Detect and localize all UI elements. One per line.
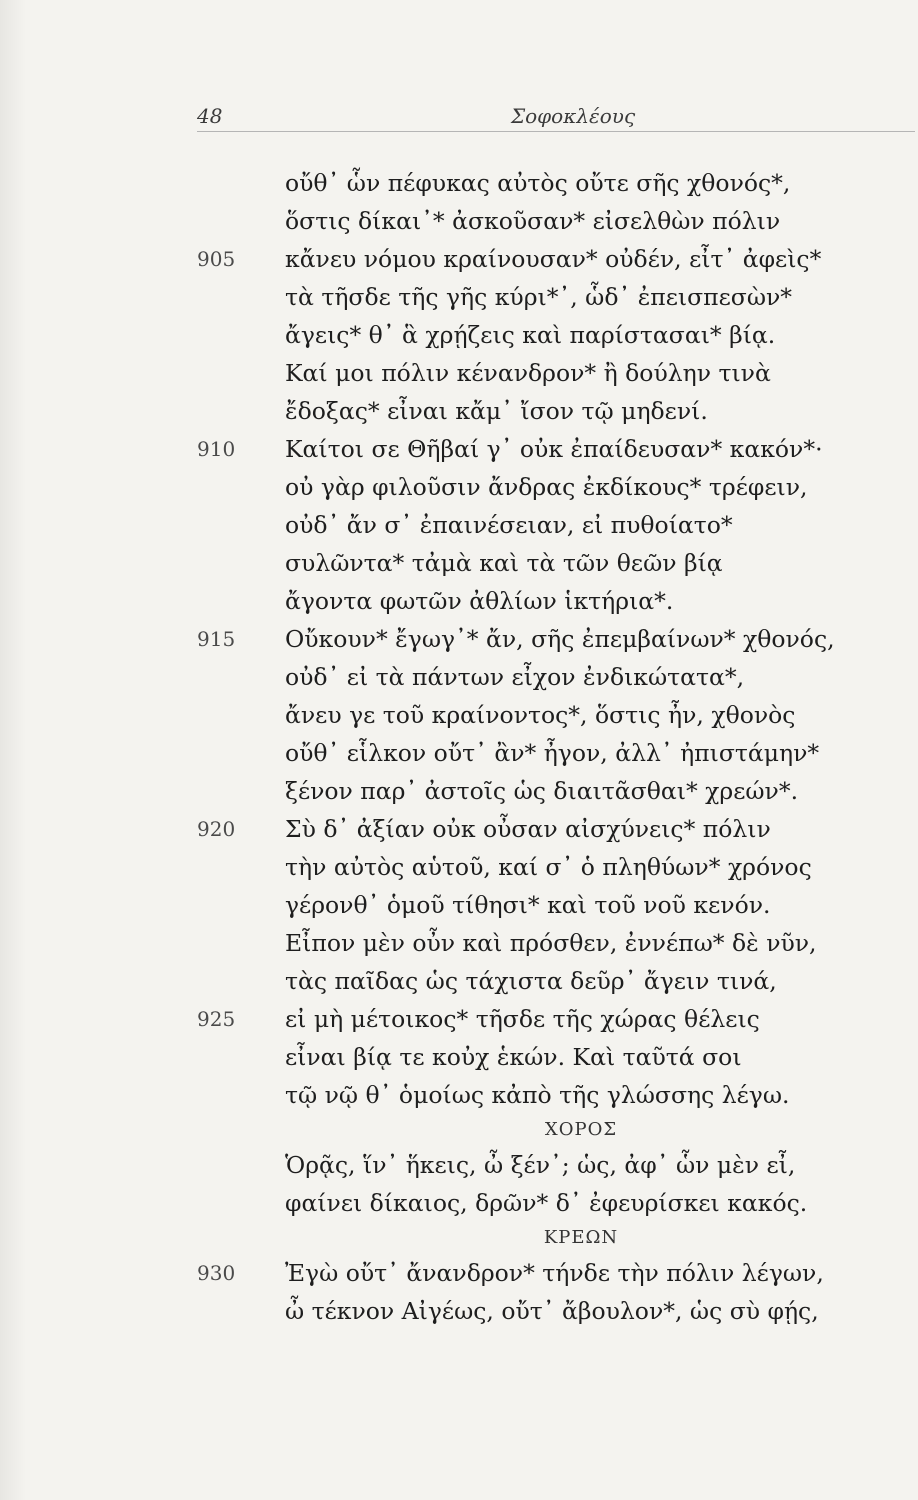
verse-text-line: οὐδ᾽ ἄν σ᾽ ἐπαινέσειαν, εἰ πυθοίατο* xyxy=(285,511,733,539)
verse-line xyxy=(197,658,877,696)
verse-text-line: ἔδοξας* εἶναι κἄμ᾽ ἴσον τῷ μηδενί. xyxy=(285,397,708,425)
speaker-name: ΚΡΕΩΝ xyxy=(543,1227,619,1248)
verse-line xyxy=(197,392,877,430)
verse-text-line: ἄγοντα φωτῶν ἀθλίων ἱκτήρια*. xyxy=(285,587,674,615)
verse-line xyxy=(197,202,877,240)
verse-line xyxy=(197,810,877,848)
verse-text-line: τὰς παῖδας ὡς τάχιστα δεῦρ᾽ ἄγειν τινά, xyxy=(285,967,777,995)
line-number: 915 xyxy=(197,627,236,651)
verse-text-line: φαίνει δίκαιος, δρῶν* δ᾽ ἐφευρίσκει κακός. xyxy=(285,1189,808,1217)
verse-line xyxy=(197,1184,877,1222)
verse-text xyxy=(197,164,877,1330)
page-header xyxy=(197,100,915,130)
verse-line xyxy=(197,582,877,620)
verse-line xyxy=(197,468,877,506)
line-number: 905 xyxy=(197,247,236,271)
verse-line xyxy=(197,1292,877,1330)
verse-text-line: τῷ νῷ θ᾽ ὁμοίως κἀπὸ τῆς γλώσσης λέγω. xyxy=(285,1081,790,1109)
line-number: 925 xyxy=(197,1007,236,1031)
verse-text-line: ἄγεις* θ᾽ ἃ χρῄζεις καὶ παρίστασαι* βίᾳ. xyxy=(285,321,776,349)
verse-line xyxy=(197,1076,877,1114)
verse-line xyxy=(197,544,877,582)
verse-text-line: οὔθ᾽ ὧν πέφυκας αὐτὸς οὔτε σῆς χθονός*, xyxy=(285,169,791,197)
verse-line xyxy=(197,354,877,392)
verse-line xyxy=(197,848,877,886)
verse-text-line: οὔθ᾽ εἷλκον οὔτ᾽ ἂν* ἦγον, ἀλλ᾽ ἠπιστάμην* xyxy=(285,739,820,767)
verse-line xyxy=(197,1146,877,1184)
speaker-name: ΧΟΡΟΣ xyxy=(544,1119,618,1140)
verse-line xyxy=(197,734,877,772)
verse-text-line: κἄνευ νόμου κραίνουσαν* οὐδέν, εἶτ᾽ ἀφεὶς* xyxy=(285,245,822,273)
verse-text-line: ὦ τέκνον Αἰγέως, οὔτ᾽ ἄβουλον*, ὡς σὺ φῄς, xyxy=(285,1297,819,1325)
verse-line xyxy=(197,772,877,810)
line-number: 910 xyxy=(197,437,236,461)
verse-line xyxy=(197,696,877,734)
verse-line xyxy=(197,886,877,924)
line-number: 920 xyxy=(197,817,236,841)
verse-line xyxy=(197,1254,877,1292)
verse-text-line: εἶναι βίᾳ τε κοὐχ ἑκών. Καὶ ταῦτά σοι xyxy=(285,1043,742,1071)
verse-text-line: τὴν αὐτὸς αὑτοῦ, καί σ᾽ ὁ πληθύων* χρόνος xyxy=(285,853,812,881)
verse-line xyxy=(197,240,877,278)
verse-line xyxy=(197,506,877,544)
verse-text-line: Σὺ δ᾽ ἀξίαν οὐκ οὖσαν αἰσχύνεις* πόλιν xyxy=(285,815,771,843)
verse-line xyxy=(197,962,877,1000)
verse-line xyxy=(197,924,877,962)
verse-line xyxy=(197,316,877,354)
verse-text-line: Ἐγὼ οὔτ᾽ ἄνανδρον* τήνδε τὴν πόλιν λέγων, xyxy=(285,1259,824,1287)
line-number: 930 xyxy=(197,1261,236,1285)
speaker-heading xyxy=(197,1114,877,1146)
speaker-heading xyxy=(197,1222,877,1254)
verse-text-line: οὐδ᾽ εἰ τὰ πάντων εἶχον ἐνδικώτατα*, xyxy=(285,663,745,691)
verse-text-line: οὐ γὰρ φιλοῦσιν ἄνδρας ἐκδίκους* τρέφειν, xyxy=(285,473,808,501)
verse-line xyxy=(197,1000,877,1038)
verse-text-line: ὅστις δίκαι᾽* ἀσκοῦσαν* εἰσελθὼν πόλιν xyxy=(285,207,781,235)
verse-line xyxy=(197,164,877,202)
verse-line xyxy=(197,1038,877,1076)
header-rule xyxy=(197,131,915,132)
page-number: 48 xyxy=(197,104,223,128)
verse-text-line: γέρονθ᾽ ὁμοῦ τίθησι* καὶ τοῦ νοῦ κενόν. xyxy=(285,891,771,919)
verse-text-line: εἰ μὴ μέτοικος* τῆσδε τῆς χώρας θέλεις xyxy=(285,1005,760,1033)
verse-text-line: ξένον παρ᾽ ἀστοῖς ὡς διαιτᾶσθαι* χρεών*. xyxy=(285,777,799,805)
verse-text-line: ἄνευ γε τοῦ κραίνοντος*, ὅστις ἦν, χθονὸς xyxy=(285,701,796,729)
verse-text-line: Καίτοι σε Θῆβαί γ᾽ οὐκ ἐπαίδευσαν* κακόν*· xyxy=(285,435,823,463)
verse-text-line: Ὁρᾷς, ἵν᾽ ἥκεις, ὦ ξέν᾽; ὡς, ἀφ᾽ ὧν μὲν εἶ, xyxy=(285,1151,796,1179)
verse-line xyxy=(197,430,877,468)
verse-line xyxy=(197,278,877,316)
verse-text-line: Καί μοι πόλιν κένανδρον* ἢ δούλην τινὰ xyxy=(285,359,771,387)
page-gutter xyxy=(0,0,26,1500)
running-title: Σοφοκλέους xyxy=(511,104,636,128)
verse-text-line: τὰ τῆσδε τῆς γῆς κύρι*᾽, ὧδ᾽ ἐπεισπεσὼν* xyxy=(285,283,793,311)
verse-text-line: Οὔκουν* ἔγωγ᾽* ἄν, σῆς ἐπεμβαίνων* χθονός, xyxy=(285,625,835,653)
verse-text-line: Εἶπον μὲν οὖν καὶ πρόσθεν, ἐννέπω* δὲ νῦν, xyxy=(285,929,817,957)
verse-line xyxy=(197,620,877,658)
verse-text-line: συλῶντα* τἀμὰ καὶ τὰ τῶν θεῶν βίᾳ xyxy=(285,549,723,577)
